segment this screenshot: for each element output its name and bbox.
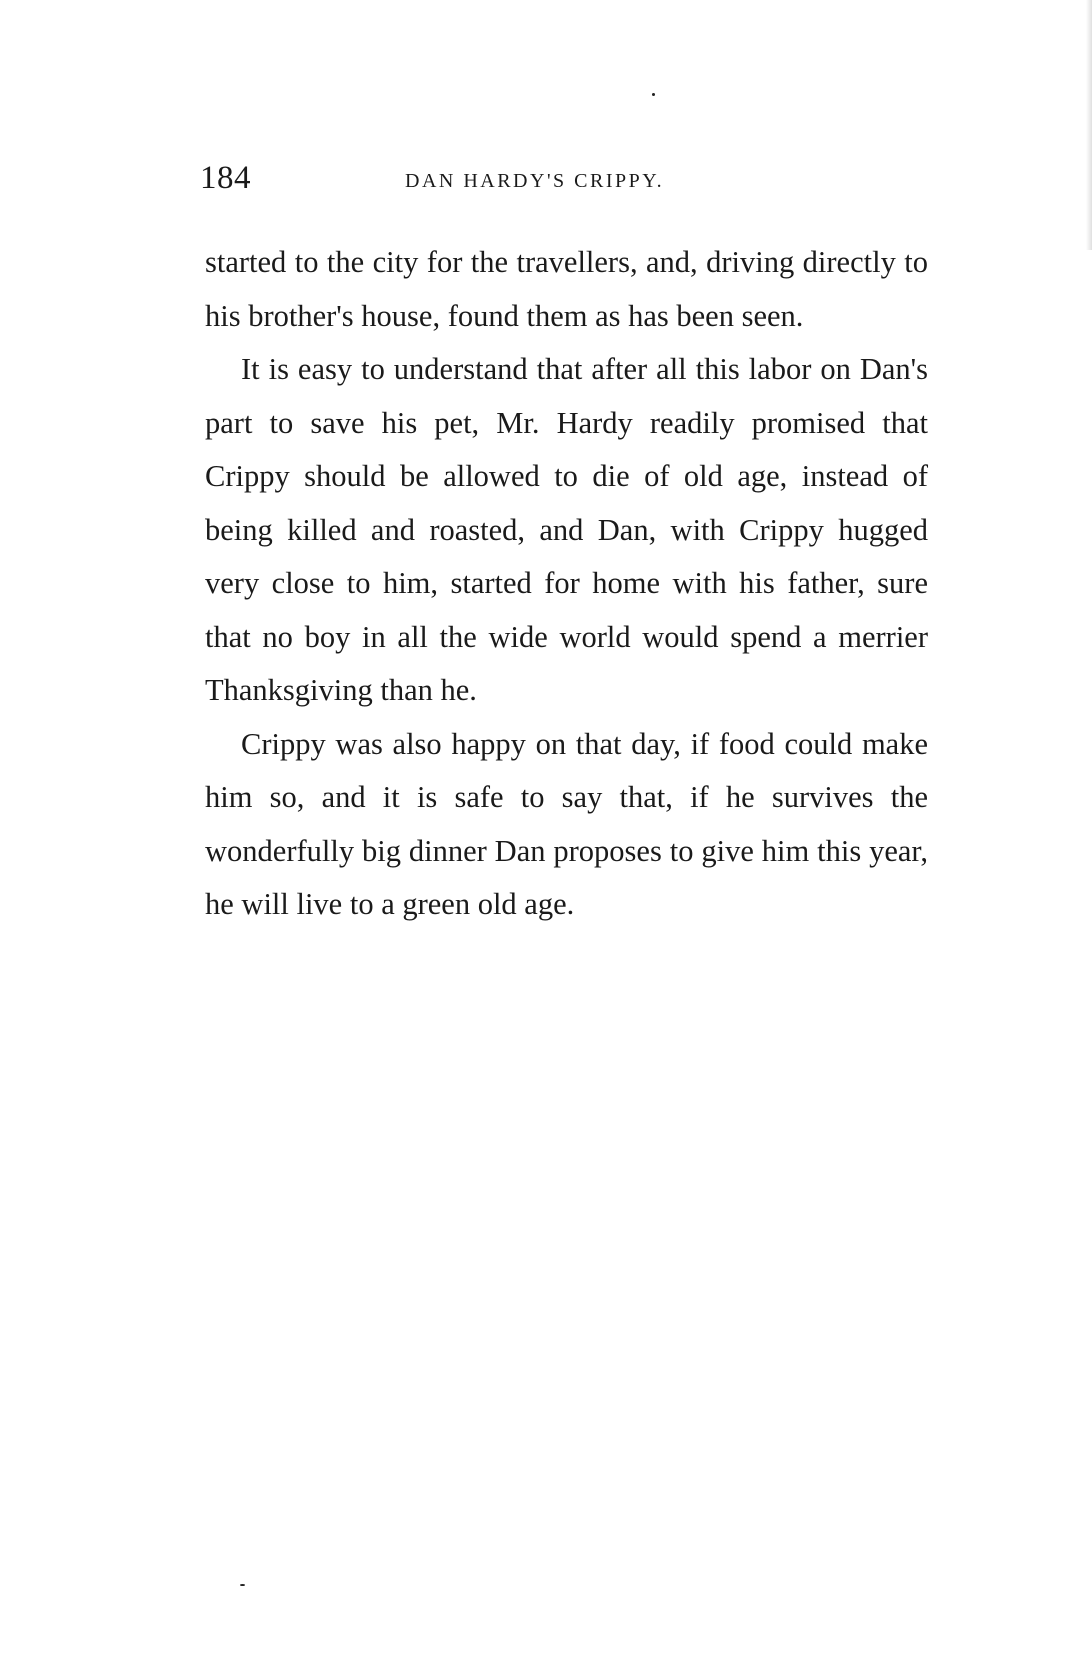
running-title: DAN HARDY'S CRIPPY. xyxy=(405,170,665,192)
body-text xyxy=(205,236,928,932)
paragraph: It is easy to understand that after all this labor on Dan's part to save his pet, Mr. Hardy readily promised that Crippy should be allowed to die of old age, instead of being killed and roasted, and Dan, with Crippy hugged very close to him, started for home with his father, sure that no boy in all the wide world would spend a merrier Thanksgiving than he. xyxy=(205,352,928,707)
running-head xyxy=(200,160,960,200)
paragraph-continued: started to the city for the travellers, and, driving directly to his brother's house, found them as has been seen. xyxy=(205,245,928,333)
paragraph: Crippy was also happy on that day, if food could make him so, and it is safe to say that, if he survives the wonderfully big dinner Dan proposes to give him this year, he will live to a green old age. xyxy=(205,726,928,921)
scan-edge-shadow xyxy=(1086,0,1092,250)
ink-speck xyxy=(240,1584,245,1586)
ink-speck xyxy=(652,93,655,96)
page-number: 184 xyxy=(200,160,251,196)
